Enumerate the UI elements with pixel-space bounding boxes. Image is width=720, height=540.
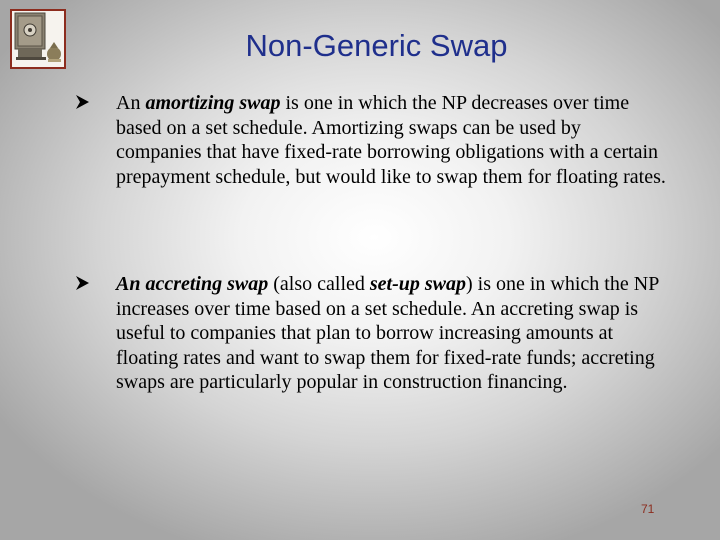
slide-title: Non-Generic Swap bbox=[245, 28, 508, 63]
bullet-text: ) is one in which the NP increases over time based on a set schedule. An accreting swap is useful to companies that plan to borrow increasing amounts at floating rates and want to swap them for fixed-rate funds; accreting swaps are particularly popular in construction financing. bbox=[116, 273, 659, 393]
bullet-accreting-swap bbox=[116, 272, 666, 395]
bullet-text: is one in which the NP decreases over time based on a set schedule. Amortizing swaps can be used by companies that have fixed-rate borrowing obligations with a certain prepayment schedule, but would like to swap them for floating rates. bbox=[116, 92, 666, 188]
term-accreting-swap: An accreting swap bbox=[116, 273, 269, 295]
arrow-bullet-icon bbox=[75, 275, 90, 291]
term-set-up-swap: set-up swap bbox=[369, 273, 466, 295]
arrow-bullet-icon bbox=[75, 94, 90, 110]
bullet-middle-text: (also called bbox=[268, 273, 370, 295]
page-number: 71 bbox=[641, 502, 655, 516]
bullet-prefix: An bbox=[116, 92, 146, 114]
term-amortizing-swap: amortizing swap bbox=[145, 92, 281, 114]
bullet-amortizing-swap bbox=[116, 91, 666, 189]
